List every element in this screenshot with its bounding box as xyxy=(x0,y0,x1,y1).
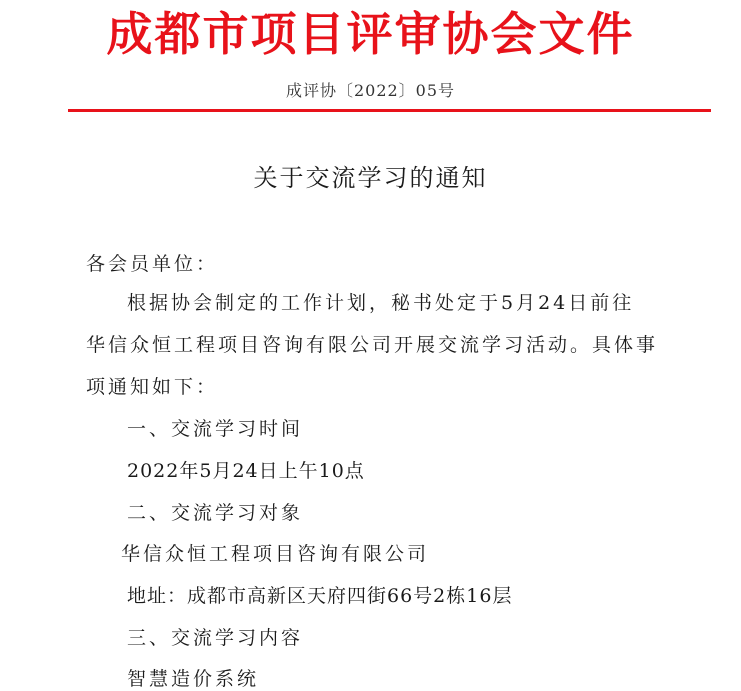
section-content-time: 2022年5月24日上午10点 xyxy=(127,460,365,482)
section-content-company: 华信众恒工程项目咨询有限公司 xyxy=(121,543,430,565)
document-number: 成评协〔2022〕05号 xyxy=(285,81,456,100)
red-divider-line xyxy=(68,109,711,112)
section-heading-time: 一、交流学习时间 xyxy=(127,418,304,440)
section-content-system: 智慧造价系统 xyxy=(127,668,260,690)
paragraph-line: 华信众恒工程项目咨询有限公司开展交流学习活动。具体事 xyxy=(86,334,659,356)
section-heading-content: 三、交流学习内容 xyxy=(127,627,304,649)
notice-title: 关于交流学习的通知 xyxy=(253,164,488,192)
paragraph-line: 根据协会制定的工作计划，秘书处定于5月24日前往 xyxy=(127,292,635,314)
document-header-title: 成都市项目评审协会文件 xyxy=(106,7,635,61)
section-content-address: 地址：成都市高新区天府四街66号2栋16层 xyxy=(127,585,513,607)
section-heading-target: 二、交流学习对象 xyxy=(127,502,304,524)
salutation: 各会员单位： xyxy=(86,253,219,275)
paragraph-line: 项通知如下： xyxy=(86,376,219,398)
